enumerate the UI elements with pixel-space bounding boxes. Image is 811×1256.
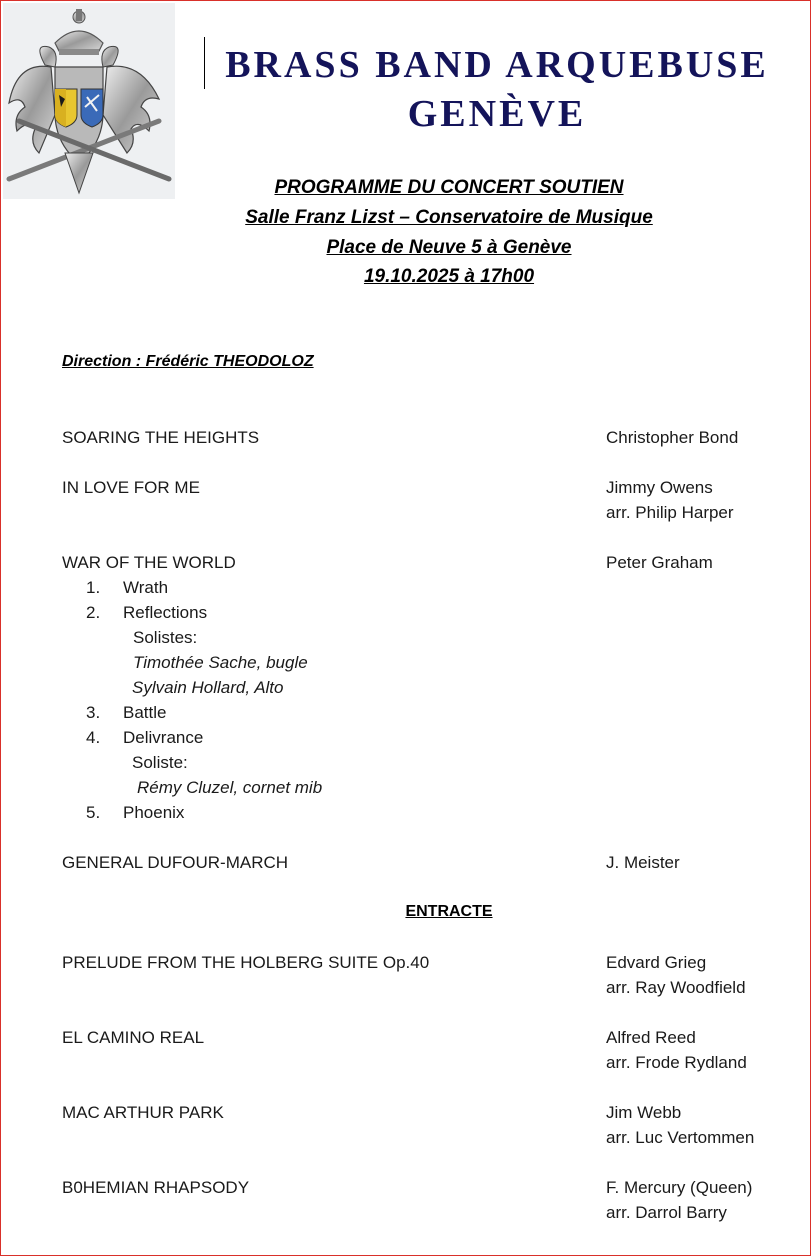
piece-composer: F. Mercury (Queen) xyxy=(606,1178,753,1197)
movement-number: 5. xyxy=(86,803,101,822)
piece-composer: Jim Webb xyxy=(606,1103,682,1122)
movement-name: Battle xyxy=(123,703,167,722)
piece-composer: Christopher Bond xyxy=(606,428,739,447)
piece-composer: Jimmy Owens xyxy=(606,478,713,497)
programme-heading: PROGRAMME DU CONCERT SOUTIEN xyxy=(274,177,624,198)
piece-title: WAR OF THE WORLD xyxy=(62,553,236,572)
piece-title: B0HEMIAN RHAPSODY xyxy=(62,1178,250,1197)
piece-composer: Peter Graham xyxy=(606,553,713,572)
movement-number: 4. xyxy=(86,728,101,747)
soloist-name: Sylvain Hollard, Alto xyxy=(132,678,284,697)
soloist-name: Timothée Sache, bugle xyxy=(133,653,308,672)
soloist-label: Solistes: xyxy=(133,628,198,647)
piece-title: MAC ARTHUR PARK xyxy=(62,1103,224,1122)
band-title-line-2: GENÈVE xyxy=(407,93,587,135)
movement-number: 2. xyxy=(86,603,101,622)
piece-title: EL CAMINO REAL xyxy=(62,1028,205,1047)
band-title-line-1: BRASS BAND ARQUEBUSE xyxy=(225,44,769,86)
piece-arranger: arr. Philip Harper xyxy=(606,503,734,522)
piece-title: GENERAL DUFOUR-MARCH xyxy=(62,853,289,872)
soloist-label: Soliste: xyxy=(132,753,188,772)
movement-name: Wrath xyxy=(123,578,169,597)
piece-arranger: arr. Darrol Barry xyxy=(606,1203,727,1222)
piece-title: IN LOVE FOR ME xyxy=(62,478,200,497)
piece-composer: Alfred Reed xyxy=(606,1028,696,1047)
movement-name: Phoenix xyxy=(123,803,185,822)
piece-arranger: arr. Frode Rydland xyxy=(606,1053,747,1072)
venue-heading: Salle Franz Lizst – Conservatoire de Musique xyxy=(245,207,653,228)
intermission-heading: ENTRACTE xyxy=(405,903,493,920)
piece-composer: Edvard Grieg xyxy=(606,953,707,972)
coat-of-arms-logo xyxy=(3,3,175,199)
soloist-name: Rémy Cluzel, cornet mib xyxy=(137,778,323,797)
piece-arranger: arr. Ray Woodfield xyxy=(606,978,746,997)
piece-arranger: arr. Luc Vertommen xyxy=(606,1128,755,1147)
movement-name: Reflections xyxy=(123,603,208,622)
conductor-line: Direction : Frédéric THEODOLOZ xyxy=(62,353,314,370)
piece-title: SOARING THE HEIGHTS xyxy=(62,428,260,447)
movement-number: 1. xyxy=(86,578,101,597)
movement-name: Delivrance xyxy=(123,728,204,747)
movement-number: 3. xyxy=(86,703,101,722)
piece-composer: J. Meister xyxy=(606,853,680,872)
address-heading: Place de Neuve 5 à Genève xyxy=(326,237,572,258)
date-heading: 19.10.2025 à 17h00 xyxy=(363,266,535,287)
piece-title: PRELUDE FROM THE HOLBERG SUITE Op.40 xyxy=(62,953,430,972)
